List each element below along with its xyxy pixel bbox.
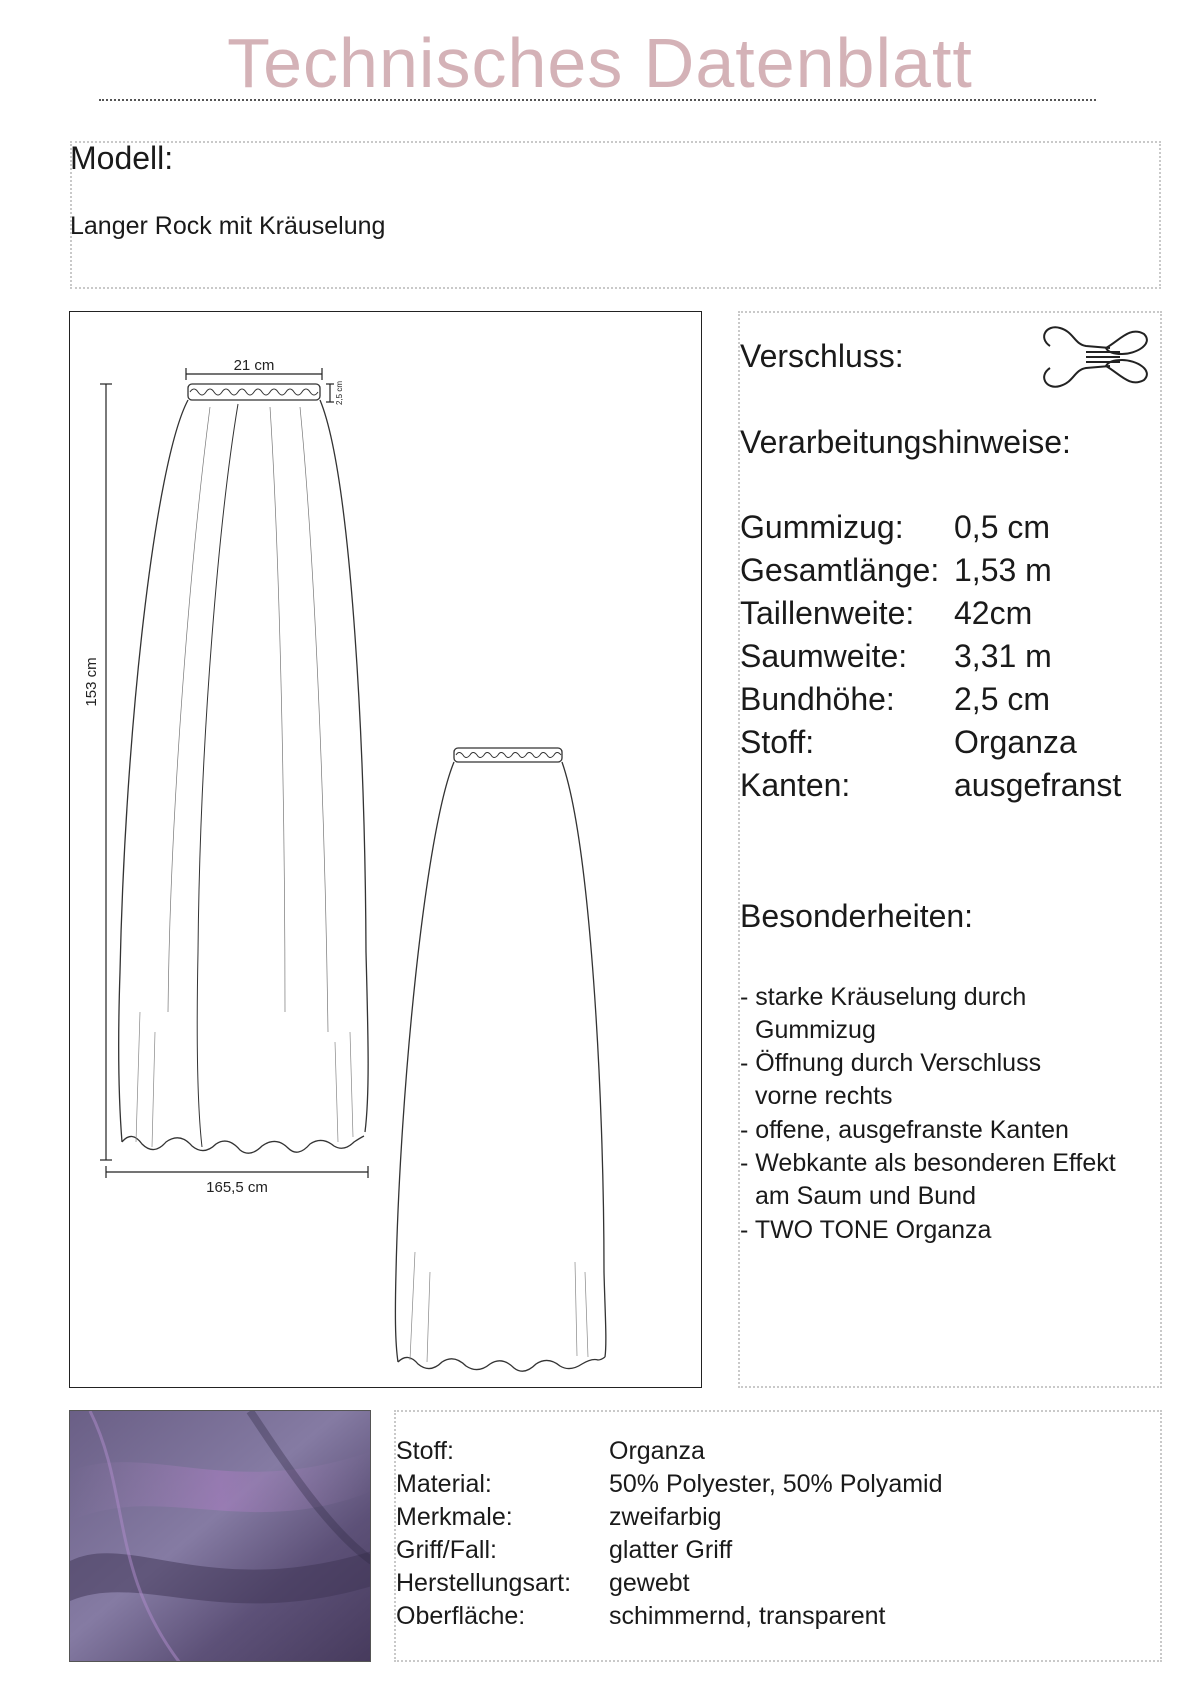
spec-label: Stoff: [740,724,815,760]
length-measure-label: 153 cm [83,657,100,707]
spec-value: 3,31 m [954,638,1052,674]
spec-value: 1,53 m [954,552,1052,588]
feature-line: vorne rechts [755,1082,893,1110]
band-measure-label: 2,5 cm [335,380,344,406]
feature-line: - TWO TONE Organza [740,1216,992,1244]
material-key: Merkmale: [396,1503,513,1531]
title-divider [99,99,1096,101]
material-key: Stoff: [396,1437,454,1465]
material-key: Material: [396,1470,492,1498]
feature-line: Gummizug [755,1016,876,1044]
material-key: Griff/Fall: [396,1536,497,1564]
material-value: 50% Polyester, 50% Polyamid [609,1470,943,1498]
spec-label: Taillenweite: [740,595,915,631]
fabric-swatch-image [69,1410,371,1662]
feature-line: - Webkante als besonderen Effekt [740,1149,1116,1177]
spec-label: Kanten: [740,767,851,803]
spec-value: 0,5 cm [954,509,1051,545]
material-key: Oberfläche: [396,1602,526,1630]
besonderheiten-heading: Besonderheiten: [740,898,974,934]
technical-drawing [69,311,702,1388]
spec-value: ausgefranst [954,767,1122,803]
waist-measure-label: 21 cm [233,357,275,374]
spec-label: Saumweite: [740,638,908,674]
hem-measure-label: 165,5 cm [206,1179,268,1196]
spec-label: Bundhöhe: [740,681,895,717]
material-value: glatter Griff [609,1536,733,1564]
spec-label: Gummizug: [740,509,904,545]
page-title: Technisches Datenblatt [227,24,973,102]
spec-label: Gesamtlänge: [740,552,940,588]
feature-line: am Saum und Bund [755,1182,976,1210]
measurement-lines [100,368,368,1178]
verschluss-heading: Verschluss: [740,338,904,374]
feature-line: - starke Kräuselung durch [740,983,1027,1011]
material-value: zweifarbig [609,1503,722,1531]
material-value: gewebt [609,1569,690,1597]
feature-line: - offene, ausgefranste Kanten [740,1116,1069,1144]
spec-value: 42cm [954,595,1033,631]
material-value: Organza [609,1437,705,1465]
spec-value: 2,5 cm [954,681,1051,717]
modell-name: Langer Rock mit Kräuselung [70,212,386,240]
skirt-sketch [70,312,703,1389]
spec-value: Organza [954,724,1077,760]
skirt-front-view [119,384,368,1153]
feature-line: - Öffnung durch Verschluss [740,1049,1042,1077]
material-value: schimmernd, transparent [609,1602,886,1630]
verarbeitung-heading: Verarbeitungshinweise: [740,424,1071,460]
skirt-back-view [395,748,605,1371]
material-key: Herstellungsart: [396,1569,572,1597]
hook-closure-icon [1040,322,1152,392]
modell-label: Modell: [70,140,174,176]
